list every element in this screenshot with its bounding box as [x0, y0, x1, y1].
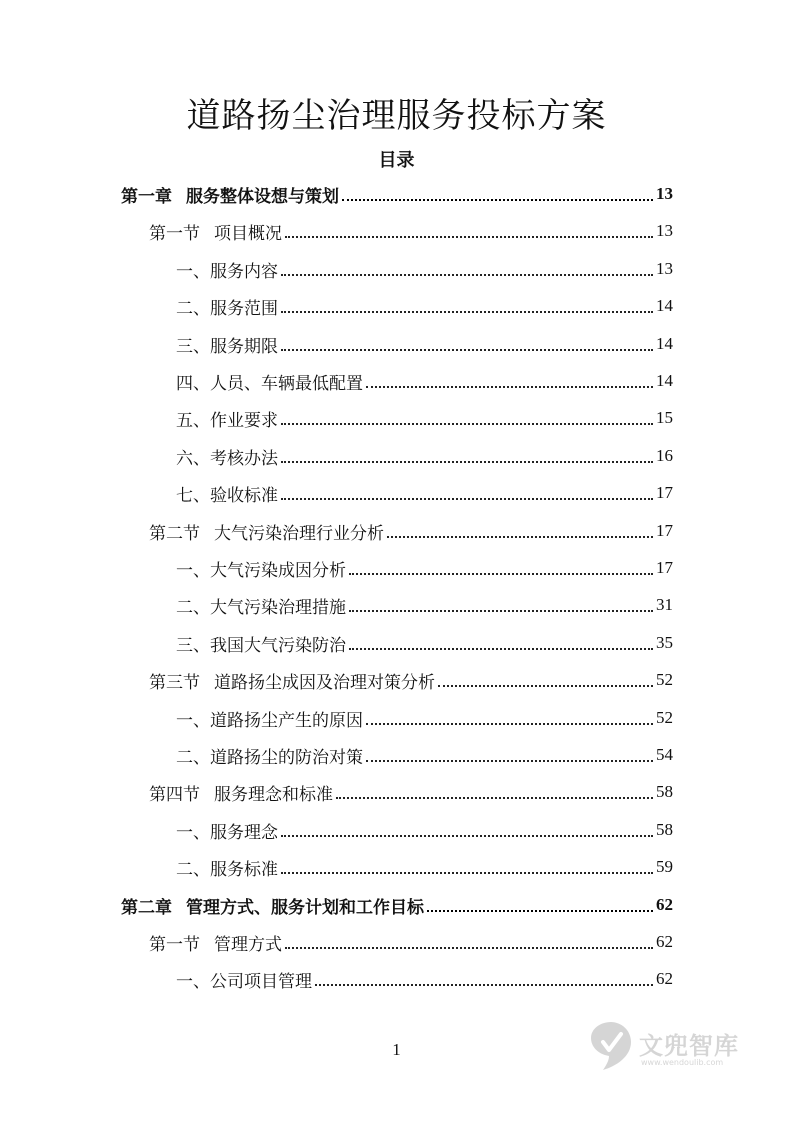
toc-entry[interactable] — [149, 774, 673, 810]
toc-entry-text: 六、考核办法 — [176, 448, 278, 469]
toc-entry[interactable] — [149, 924, 673, 960]
toc-leader-dots — [281, 835, 653, 837]
toc-entry-page: 35 — [656, 633, 673, 652]
toc-entry-text: 一、公司项目管理 — [176, 971, 312, 992]
toc-entry-prefix: 第四节 — [149, 784, 200, 805]
toc-entry-page: 62 — [656, 895, 673, 914]
toc-entry-label — [176, 332, 278, 357]
toc-entry-label — [121, 893, 424, 918]
toc-entry-label — [149, 668, 435, 693]
toc-leader-dots — [366, 386, 653, 388]
toc-leader-dots — [349, 573, 653, 575]
toc-entry[interactable] — [176, 363, 673, 399]
toc-entry-prefix: 第一节 — [149, 934, 200, 955]
toc-entry-prefix: 第二章 — [121, 897, 172, 918]
toc-entry-page: 13 — [656, 184, 673, 203]
toc-entry-label — [176, 593, 346, 618]
toc-leader-dots — [387, 536, 653, 538]
toc-leader-dots — [366, 723, 653, 725]
toc-leader-dots — [342, 199, 653, 201]
toc-entry-page: 58 — [656, 820, 673, 839]
watermark-url: www.wendoulib.com — [641, 1058, 724, 1067]
toc-heading: 目录 — [378, 150, 415, 171]
toc-entry-page: 17 — [656, 521, 673, 540]
toc-leader-dots — [281, 311, 653, 313]
toc-entry-text: 服务理念和标准 — [214, 784, 333, 805]
toc-entry-text: 七、验收标准 — [176, 485, 278, 506]
toc-leader-dots — [438, 685, 653, 687]
toc-entry-page: 62 — [656, 932, 673, 951]
toc-leader-dots — [366, 760, 653, 762]
toc-entry[interactable] — [176, 400, 673, 436]
toc-entry[interactable] — [149, 513, 673, 549]
toc-entry-text: 三、我国大气污染防治 — [176, 635, 346, 656]
toc-entry-text: 二、服务范围 — [176, 298, 278, 319]
toc-entry-label — [176, 369, 363, 394]
toc-entry-prefix: 第二节 — [149, 523, 200, 544]
toc-entry-label — [176, 818, 278, 843]
page-number: 1 — [392, 1040, 401, 1059]
toc-leader-dots — [285, 947, 653, 949]
toc-leader-dots — [349, 648, 653, 650]
toc-entry-page: 52 — [656, 670, 673, 689]
toc-entry-text: 二、服务标准 — [176, 859, 278, 880]
toc-entry-page: 13 — [656, 259, 673, 278]
toc-entry-label — [176, 967, 312, 992]
toc-leader-dots — [281, 872, 653, 874]
toc-entry-text: 四、人员、车辆最低配置 — [176, 373, 363, 394]
toc-leader-dots — [336, 797, 653, 799]
watermark — [587, 1020, 757, 1080]
toc-entry[interactable] — [149, 662, 673, 698]
toc-entry[interactable] — [176, 737, 673, 773]
toc-entry-text: 道路扬尘成因及治理对策分析 — [214, 672, 435, 693]
toc-leader-dots — [281, 461, 653, 463]
toc-entry-text: 管理方式、服务计划和工作目标 — [186, 897, 424, 918]
toc-entry[interactable] — [176, 625, 673, 661]
toc-entry-label — [149, 219, 282, 244]
toc-entry[interactable] — [121, 176, 673, 212]
toc-leader-dots — [281, 349, 653, 351]
toc-entry-page: 52 — [656, 708, 673, 727]
toc-entry-text: 一、服务内容 — [176, 261, 278, 282]
toc-entry[interactable] — [149, 213, 673, 249]
toc-entry-label — [121, 182, 339, 207]
toc-entry[interactable] — [176, 587, 673, 623]
toc-entry-label — [176, 706, 363, 731]
toc-entry[interactable] — [176, 700, 673, 736]
toc-entry-page: 14 — [656, 334, 673, 353]
toc-entry-text: 二、道路扬尘的防治对策 — [176, 747, 363, 768]
toc-entry-text: 一、道路扬尘产生的原因 — [176, 710, 363, 731]
toc-entry[interactable] — [176, 550, 673, 586]
toc-entry-text: 三、服务期限 — [176, 336, 278, 357]
toc-entry[interactable] — [176, 849, 673, 885]
toc-entry[interactable] — [176, 326, 673, 362]
toc-entry[interactable] — [176, 438, 673, 474]
toc-leader-dots — [285, 236, 653, 238]
toc-entry-label — [176, 556, 346, 581]
toc-entry-label — [149, 519, 384, 544]
toc-entry-prefix: 第一节 — [149, 223, 200, 244]
toc-leader-dots — [349, 610, 653, 612]
toc-entry-label — [176, 444, 278, 469]
toc-entry-text: 一、服务理念 — [176, 822, 278, 843]
toc-entry-page: 62 — [656, 969, 673, 988]
toc-entry[interactable] — [176, 812, 673, 848]
toc-entry-label — [176, 481, 278, 506]
toc-entry-text: 二、大气污染治理措施 — [176, 597, 346, 618]
toc-leader-dots — [281, 498, 653, 500]
toc-entry-page: 58 — [656, 782, 673, 801]
toc-entry-text: 一、大气污染成因分析 — [176, 560, 346, 581]
toc-entry-page: 14 — [656, 296, 673, 315]
toc-entry[interactable] — [176, 961, 673, 997]
toc-entry-page: 54 — [656, 745, 673, 764]
toc-entry-label — [176, 406, 278, 431]
toc-entry-page: 15 — [656, 408, 673, 427]
toc-entry-label — [176, 631, 346, 656]
toc-entry-page: 17 — [656, 558, 673, 577]
toc-leader-dots — [281, 274, 653, 276]
watermark-brand: 文兜智库 — [639, 1032, 739, 1060]
toc-entry-text: 服务整体设想与策划 — [186, 186, 339, 207]
toc-entry-page: 17 — [656, 483, 673, 502]
toc-entry-page: 13 — [656, 221, 673, 240]
toc-entry-prefix: 第三节 — [149, 672, 200, 693]
toc-leader-dots — [281, 423, 653, 425]
toc-entry[interactable] — [176, 475, 673, 511]
toc-entry-text: 五、作业要求 — [176, 410, 278, 431]
toc-entry-page: 16 — [656, 446, 673, 465]
toc-leader-dots — [315, 984, 653, 986]
toc-entry-label — [149, 930, 282, 955]
toc-entry-text: 管理方式 — [214, 934, 282, 955]
toc-entry-page: 59 — [656, 857, 673, 876]
toc-leader-dots — [427, 910, 653, 912]
toc-entry-prefix: 第一章 — [121, 186, 172, 207]
toc-entry-label — [176, 294, 278, 319]
toc-entry-label — [176, 257, 278, 282]
toc-entry[interactable] — [176, 288, 673, 324]
toc-entry-page: 31 — [656, 595, 673, 614]
wendou-logo-icon — [587, 1020, 635, 1072]
toc-entry-label — [176, 743, 363, 768]
toc-entry[interactable] — [121, 887, 673, 923]
toc-entry-label — [149, 780, 333, 805]
toc-entry-text: 项目概况 — [214, 223, 282, 244]
toc-entry-label — [176, 855, 278, 880]
toc-entry-text: 大气污染治理行业分析 — [214, 523, 384, 544]
toc-entry-page: 14 — [656, 371, 673, 390]
document-title: 道路扬尘治理服务投标方案 — [186, 96, 607, 136]
toc-entry[interactable] — [176, 251, 673, 287]
